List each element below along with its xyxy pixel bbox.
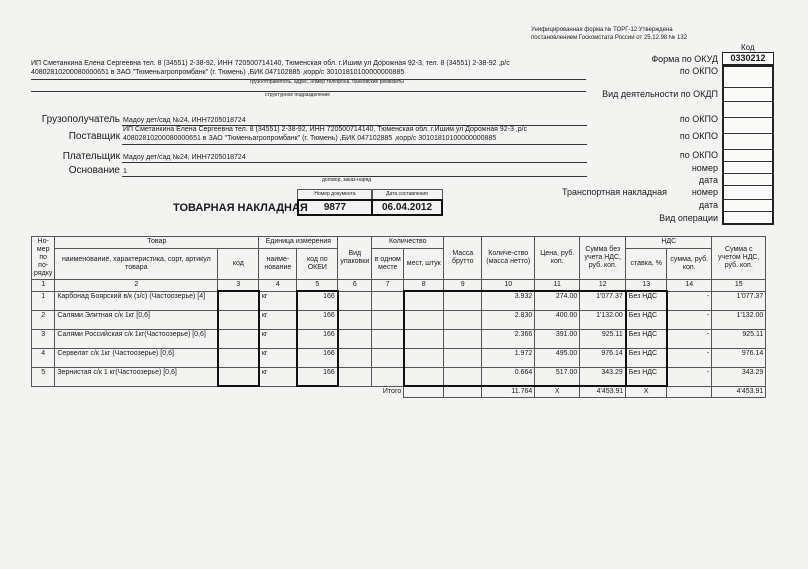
h-kod: код xyxy=(218,248,259,279)
h-massa-brutto: Масса брутто xyxy=(444,237,482,280)
column-numbers-row xyxy=(32,280,766,292)
itogo-sum: 4'453.91 xyxy=(580,386,626,398)
row-kod xyxy=(218,310,259,329)
row-price: 517.00 xyxy=(535,367,580,386)
osnovanie-caption: договор, заказ-наряд xyxy=(322,177,372,183)
osnovanie-value: 1 xyxy=(123,168,127,175)
row-rate: Без НДС xyxy=(626,291,667,310)
row-massa-brutto xyxy=(444,367,482,386)
row-nds: - xyxy=(667,291,712,310)
row-number: 1 xyxy=(32,291,55,310)
row-unit: кг xyxy=(259,348,297,367)
osnovanie-label: Основание xyxy=(68,165,120,176)
okpo-label-3: по ОКПО xyxy=(679,131,718,141)
row-number: 3 xyxy=(32,329,55,348)
row-massa-brutto xyxy=(444,348,482,367)
postavshik-label: Поставщик xyxy=(68,131,120,142)
h-ed-naim: наиме-нование xyxy=(259,248,297,279)
row-unit: кг xyxy=(259,291,297,310)
row-qty: 2.366 xyxy=(482,329,535,348)
data-label-2: дата xyxy=(698,200,718,210)
row-nds: - xyxy=(667,367,712,386)
row-sum: 1'077.37 xyxy=(580,291,626,310)
row-number: 5 xyxy=(32,367,55,386)
vid-operacii-label: Вид операции xyxy=(659,213,718,223)
row-mest xyxy=(404,310,444,329)
col-number: 3 xyxy=(218,280,259,292)
row-v-odnom xyxy=(372,291,404,310)
h-summa-bez: Сумма без учета НДС, руб. коп. xyxy=(580,237,626,280)
doc-number: 9877 xyxy=(297,199,373,216)
row-vid-up xyxy=(338,291,372,310)
itogo-label: Итого xyxy=(382,388,402,395)
row-total: 976.14 xyxy=(712,348,766,367)
row-rate: Без НДС xyxy=(626,348,667,367)
row-kod xyxy=(218,367,259,386)
h-vid-upakovki: Вид упаковки xyxy=(338,237,372,280)
gruzopoluchatel-value: Мадоу дет/сад №24, ИНН7205018724 xyxy=(123,117,246,124)
row-price: 400.00 xyxy=(535,310,580,329)
row-sum: 343.29 xyxy=(580,367,626,386)
gruzopoluchatel-label: Грузополучатель xyxy=(41,114,120,125)
sender-line2: 40802810200080000651 в ЗАО "Тюменьагропромбанк" (г. Тюмень) ,БИК 047102885 ,корр/с 30101810100000000885 xyxy=(31,69,405,76)
row-name: Зернистая с/к 1 кг(Частоозерье) [0,6] xyxy=(55,367,218,386)
okpo-label-4: по ОКПО xyxy=(679,150,718,160)
row-kod xyxy=(218,291,259,310)
row-name: Салями Российская с/к 1кг(Частоозерье) [0,6] xyxy=(55,329,218,348)
row-rate: Без НДС xyxy=(626,367,667,386)
table-row xyxy=(32,367,766,386)
row-massa-brutto xyxy=(444,329,482,348)
doc-num-label: Номер документа xyxy=(297,189,373,200)
okud-code: 0330212 xyxy=(722,52,774,65)
row-v-odnom xyxy=(372,329,404,348)
doc-date: 06.04.2012 xyxy=(371,199,443,216)
row-v-odnom xyxy=(372,367,404,386)
h-stavka: ставка, % xyxy=(626,248,667,279)
itogo-total: 4'453.91 xyxy=(712,386,766,398)
row-name: Салями Элитная с/к 1кг [0,6] xyxy=(55,310,218,329)
table-row xyxy=(32,348,766,367)
kod-label: Код xyxy=(741,43,755,52)
h-cena: Цена, руб. коп. xyxy=(535,237,580,280)
itogo-massa xyxy=(444,386,482,398)
row-kod xyxy=(218,329,259,348)
col-number: 9 xyxy=(444,280,482,292)
row-number: 4 xyxy=(32,348,55,367)
nomer-label-2: номер xyxy=(691,187,718,197)
row-qty: 1.972 xyxy=(482,348,535,367)
row-price: 391.00 xyxy=(535,329,580,348)
itogo-rate: X xyxy=(626,386,667,398)
row-unit: кг xyxy=(259,329,297,348)
platelshik-value: Мадоу дет/сад №24, ИНН7205018724 xyxy=(123,154,246,161)
h-nomer: Но-мер по по-рядку xyxy=(32,237,55,280)
row-rate: Без НДС xyxy=(626,310,667,329)
h-kol-massa: Количе-ство (масса нетто) xyxy=(482,237,535,280)
row-vid-up xyxy=(338,329,372,348)
row-qty: 0.664 xyxy=(482,367,535,386)
h-mest: мест, штук xyxy=(404,248,444,279)
col-number: 1 xyxy=(32,280,55,292)
codes-column xyxy=(722,65,774,225)
h-edinica: Единица измерения xyxy=(259,237,338,249)
row-nds: - xyxy=(667,329,712,348)
row-mest xyxy=(404,348,444,367)
row-number: 2 xyxy=(32,310,55,329)
items-table xyxy=(31,236,766,398)
okud-label: Форма по ОКУД xyxy=(651,54,718,64)
row-total: 1'077.37 xyxy=(712,291,766,310)
row-v-odnom xyxy=(372,348,404,367)
col-number: 7 xyxy=(372,280,404,292)
transport-label: Транспортная накладная xyxy=(561,187,667,197)
itogo-mest xyxy=(404,386,444,398)
nomer-label-1: номер xyxy=(691,163,718,173)
row-vid-up xyxy=(338,367,372,386)
row-vid-up xyxy=(338,348,372,367)
doc-date-label: Дата составления xyxy=(371,189,443,200)
row-price: 495.00 xyxy=(535,348,580,367)
row-sum: 976.14 xyxy=(580,348,626,367)
itogo-row xyxy=(32,386,766,398)
itogo-price: X xyxy=(535,386,580,398)
col-number: 14 xyxy=(667,280,712,292)
col-number: 4 xyxy=(259,280,297,292)
row-okei: 166 xyxy=(297,310,338,329)
col-number: 10 xyxy=(482,280,535,292)
h-nds-summa: сумма, руб. коп. xyxy=(667,248,712,279)
col-number: 12 xyxy=(580,280,626,292)
row-kod xyxy=(218,348,259,367)
col-number: 8 xyxy=(404,280,444,292)
form-header-line2: постановлением Госкомстата России от 25.12.98 № 132 xyxy=(531,35,688,41)
platelshik-label: Плательщик xyxy=(62,151,120,162)
sender-caption: грузоотправитель, адрес, номер телефона, банковские реквизиты xyxy=(250,79,404,85)
h-kolichestvo: Количество xyxy=(372,237,444,249)
data-label-1: дата xyxy=(698,175,718,185)
itogo-nds xyxy=(667,386,712,398)
row-vid-up xyxy=(338,310,372,329)
okpo-label-1: по ОКПО xyxy=(679,66,718,76)
row-okei: 166 xyxy=(297,329,338,348)
postavshik-line1: ИП Сметанкина Елена Сергеевна тел. 8 (34551) 2-38-92, ИНН 720500714140, Тюменская обл. г.Ишим ул Дорожная 92-3 ,р/с xyxy=(123,126,528,133)
row-mest xyxy=(404,291,444,310)
table-row xyxy=(32,291,766,310)
row-mest xyxy=(404,367,444,386)
row-total: 1'132.00 xyxy=(712,310,766,329)
row-okei: 166 xyxy=(297,348,338,367)
okpo-label-2: по ОКПО xyxy=(679,114,718,124)
row-okei: 166 xyxy=(297,291,338,310)
row-unit: кг xyxy=(259,310,297,329)
h-summa-s: Сумма с учетом НДС, руб. коп. xyxy=(712,237,766,280)
h-naimenovanie: наименование, характеристика, сорт, артикул товара xyxy=(55,248,218,279)
row-sum: 1'132.00 xyxy=(580,310,626,329)
col-number: 2 xyxy=(55,280,218,292)
h-okei: код по ОКЕИ xyxy=(297,248,338,279)
row-qty: 3.932 xyxy=(482,291,535,310)
h-tovar: Товар xyxy=(55,237,259,249)
row-nds: - xyxy=(667,348,712,367)
sender-line1: ИП Сметанкина Елена Сергеевна тел. 8 (34551) 2-38-92, ИНН 720500714140, Тюменская обл. г.Ишим ул Дорожная 92-3, тел. 8 (34551) 2-38-92 ,р/с xyxy=(31,60,510,67)
row-rate: Без НДС xyxy=(626,329,667,348)
itogo-qty: 11.764 xyxy=(482,386,535,398)
col-number: 11 xyxy=(535,280,580,292)
col-number: 5 xyxy=(297,280,338,292)
doc-title: ТОВАРНАЯ НАКЛАДНАЯ xyxy=(173,202,308,214)
row-total: 925.11 xyxy=(712,329,766,348)
postavshik-line2: 40802810200080000651 в ЗАО "Тюменьагропромбанк" (г. Тюмень) ,БИК 047102885 ,корр/с 30101810100000000885 xyxy=(123,135,497,142)
row-mest xyxy=(404,329,444,348)
row-name: Сервелат с/к 1кг (Частоозерье) [0,6] xyxy=(55,348,218,367)
col-number: 6 xyxy=(338,280,372,292)
row-name: Карбонад Боярский в/к (з/с) (Частоозерье) [4] xyxy=(55,291,218,310)
col-number: 15 xyxy=(712,280,766,292)
row-qty: 2.830 xyxy=(482,310,535,329)
h-v-odnom: в одном месте xyxy=(372,248,404,279)
row-v-odnom xyxy=(372,310,404,329)
row-massa-brutto xyxy=(444,310,482,329)
subdivision-caption: структурное подразделение xyxy=(265,92,331,98)
row-massa-brutto xyxy=(444,291,482,310)
row-okei: 166 xyxy=(297,367,338,386)
row-total: 343.29 xyxy=(712,367,766,386)
h-nds: НДС xyxy=(626,237,712,249)
row-nds: - xyxy=(667,310,712,329)
row-unit: кг xyxy=(259,367,297,386)
col-number: 13 xyxy=(626,280,667,292)
table-row xyxy=(32,310,766,329)
table-row xyxy=(32,329,766,348)
form-header-line1: Унифицированная форма № ТОРГ-12 Утверждена xyxy=(531,27,673,33)
okdp-label: Вид деятельности по ОКДП xyxy=(602,89,718,99)
row-price: 274.00 xyxy=(535,291,580,310)
row-sum: 925.11 xyxy=(580,329,626,348)
